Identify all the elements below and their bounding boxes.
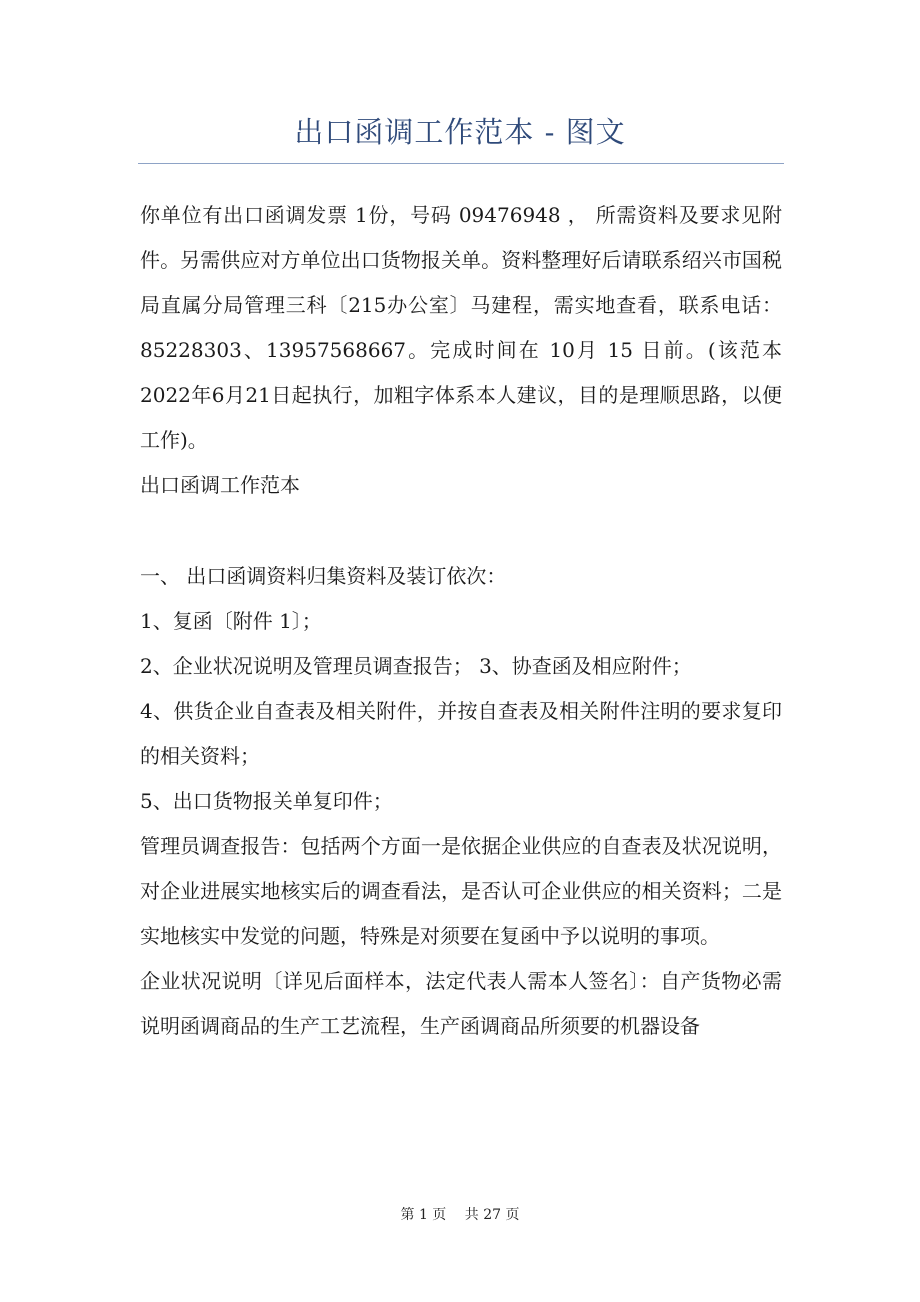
page-footer [0, 1204, 920, 1224]
section-heading: 出口函调工作范本 [140, 473, 300, 497]
page-title: 出口函调工作范本 - 图文 [294, 115, 626, 149]
title-divider [138, 163, 784, 164]
list-item: 2、企业状况说明及管理员调查报告； 3、协查函及相应附件； [140, 654, 692, 678]
report-paragraph: 管理员调查报告：包括两个方面一是依据企业供应的自查表及状况说明，对企业进展实地核实后的调查看法，是否认可企业供应的相关资料；二是实地核实中发觉的问题，特殊是对须要在复函中予以说明的事项。 [140, 834, 782, 948]
list-heading: 一、 出口函调资料归集资料及装订依次： [140, 564, 507, 588]
list-item: 5、出口货物报关单复印件； [140, 789, 393, 813]
list-item: 1、复函〔附件 1〕； [140, 609, 322, 633]
list-item: 4、供货企业自查表及相关附件，并按自查表及相关附件注明的要求复印的相关资料； [140, 699, 782, 768]
page-total: 共 27 页 [464, 1207, 520, 1223]
document-body [140, 193, 782, 1049]
blank-line [140, 508, 782, 554]
page-number: 第 1 页 [400, 1207, 447, 1223]
intro-paragraph: 你单位有出口函调发票 1份，号码 09476948 ， 所需资料及要求见附件。另需供应对方单位出口货物报关单。资料整理好后请联系绍兴市国税局直属分局管理三科〔215办公室〕马建程，需实地查看，联系电话：85228303、13957568667。完成时间在 10月 15 日前。(该范本2022年6月21日起执行，加粗字体系本人建议，目的是理顺思路，以便工作)。 [140, 203, 782, 452]
status-paragraph: 企业状况说明〔详见后面样本，法定代表人需本人签名〕：自产货物必需说明函调商品的生产工艺流程，生产函调商品所须要的机器设备 [140, 969, 782, 1038]
